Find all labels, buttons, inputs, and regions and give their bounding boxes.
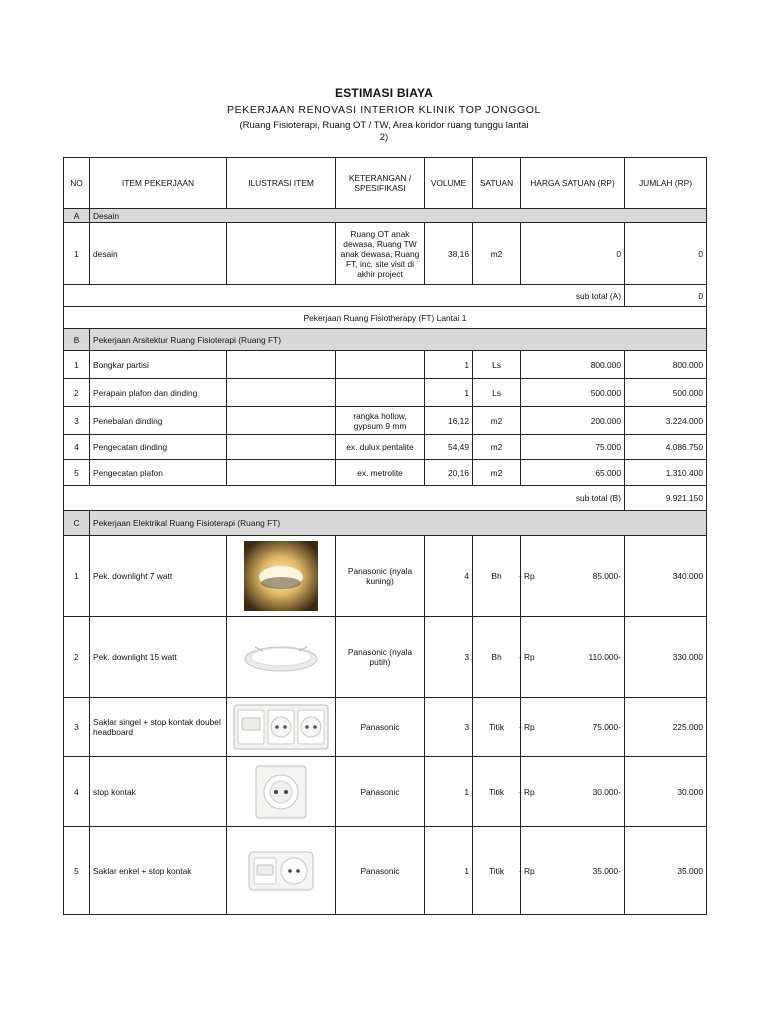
row-item: Pengecatan dinding [90,435,227,460]
row-illustration [227,379,336,407]
row-illustration [227,407,336,435]
table-row [64,351,707,379]
row-no: 4 [64,757,90,827]
col-header-illustration: ILUSTRASI ITEM [227,158,336,209]
row-unit-price [521,536,625,617]
row-total: 30.000 [625,757,707,827]
row-spec: Panasonic [336,757,425,827]
row-unit: Bh [473,536,521,617]
row-unit-price: 75.000 [521,435,625,460]
row-unit: Titik [473,698,521,757]
row-total: 3.224.000 [625,407,707,435]
row-volume: 54,49 [425,435,473,460]
row-item: Penebalan dinding [90,407,227,435]
table-row [64,460,707,486]
row-item: Saklar singel + stop kontak doubel headboard [90,698,227,757]
currency-label: Rp [524,786,535,797]
row-item: Pengecatan plafon [90,460,227,486]
cost-estimate-table [63,157,707,915]
row-volume: 3 [425,698,473,757]
scope-note-line-2: 2) [379,132,389,143]
row-spec: Ruang OT anak dewasa, Ruang TW anak dewasa, Ruang FT, inc. site visit di akhir project [336,223,425,285]
row-item: Pek. downlight 15 watt [90,617,227,698]
section-code: A [64,209,90,223]
row-volume: 3 [425,617,473,698]
row-unit: Bh [473,617,521,698]
document-subtitle: PEKERJAAN RENOVASI INTERIOR KLINIK TOP JONGGOL [227,104,541,116]
table-header-row [64,158,707,209]
floor-heading-row [64,307,707,329]
row-item: Bongkar partisi [90,351,227,379]
price-dash: - [519,865,522,876]
col-header-item: ITEM PEKERJAAN [90,158,227,209]
row-total: 4.086.750 [625,435,707,460]
row-illustration [227,223,336,285]
row-no: 2 [64,379,90,407]
row-spec: ex. dulux pentalite [336,435,425,460]
price-dash: - [519,722,522,732]
row-illustration [227,435,336,460]
row-spec: Panasonic [336,827,425,915]
row-spec: ex. metrolite [336,460,425,486]
section-code: C [64,511,90,536]
floor-heading: Pekerjaan Ruang Fisiotherapy (FT) Lantai 1 [64,307,707,329]
row-total: 1.310.400 [625,460,707,486]
socket-photo-icon [255,765,307,819]
table-row [64,223,707,285]
row-item: Pek. downlight 7 watt [90,536,227,617]
row-total: 500.000 [625,379,707,407]
subtotal-value: 9.921.150 [625,486,707,511]
row-unit: m2 [473,223,521,285]
subtotal-row-a [64,285,707,307]
row-spec: Panasonic (nyala kuning) [336,536,425,617]
row-volume: 20,16 [425,460,473,486]
row-volume: 1 [425,757,473,827]
row-volume: 16,12 [425,407,473,435]
row-item: Perapain plafon dan dinding [90,379,227,407]
row-no: 3 [64,698,90,757]
scope-note-line-1: (Ruang Fisioterapi, Ruang OT / TW, Area koridor ruang tunggu lantai [239,120,529,131]
subtotal-row-b [64,486,707,511]
row-spec: Panasonic [336,698,425,757]
price-value: 35.000- [592,865,621,876]
row-spec [336,379,425,407]
section-title: Pekerjaan Arsitektur Ruang Fisioterapi (Ruang FT) [90,329,707,351]
switch-socket-photo-icon [248,851,314,891]
row-unit-price [521,617,625,698]
row-item: desain [90,223,227,285]
row-total: 340.000 [625,536,707,617]
row-unit-price: 65.000 [521,460,625,486]
subtotal-label: sub total (B) [64,486,625,511]
subtotal-label: sub total (A) [64,285,625,307]
row-volume: 4 [425,536,473,617]
row-total: 330.000 [625,617,707,698]
table-row [64,379,707,407]
row-unit: Titik [473,757,521,827]
section-b-header-row [64,329,707,351]
row-unit-price: 200.000 [521,407,625,435]
row-unit: Titik [473,827,521,915]
row-unit: m2 [473,407,521,435]
currency-label: Rp [524,652,535,662]
row-unit-price: 800.000 [521,351,625,379]
row-no: 5 [64,827,90,915]
row-no: 3 [64,407,90,435]
socket-photo [227,757,336,827]
row-illustration [227,460,336,486]
switch-double-socket-photo [227,698,336,757]
row-no: 2 [64,617,90,698]
row-no: 1 [64,351,90,379]
downlight-warm-photo-icon [244,541,318,611]
subtotal-value: 0 [625,285,707,307]
price-dash: - [519,571,522,581]
row-no: 5 [64,460,90,486]
row-no: 1 [64,536,90,617]
col-header-unit-price: HARGA SATUAN (RP) [521,158,625,209]
col-header-no: NO [64,158,90,209]
row-volume: 1 [425,827,473,915]
row-no: 4 [64,435,90,460]
col-header-unit: SATUAN [473,158,521,209]
row-volume: 1 [425,351,473,379]
row-total: 0 [625,223,707,285]
currency-label: Rp [524,865,535,876]
row-total: 225.000 [625,698,707,757]
row-volume: 38,16 [425,223,473,285]
row-spec: Panasonic (nyala putih) [336,617,425,698]
row-unit: Ls [473,379,521,407]
row-unit: Ls [473,351,521,379]
section-title: Desain [90,209,707,223]
table-row [64,698,707,757]
row-total: 35.000 [625,827,707,915]
section-code: B [64,329,90,351]
table-row [64,617,707,698]
row-item: Saklar enkel + stop kontak [90,827,227,915]
price-dash: - [519,786,522,797]
document-scope-note [234,120,534,144]
table-row [64,435,707,460]
currency-label: Rp [524,722,535,732]
section-c-header-row [64,511,707,536]
price-value: 75.000- [592,722,621,732]
currency-label: Rp [524,571,535,581]
row-unit: m2 [473,435,521,460]
row-no: 1 [64,223,90,285]
downlight-panel-photo [227,617,336,698]
row-unit-price [521,827,625,915]
table-row [64,827,707,915]
document-title: ESTIMASI BIAYA [335,86,433,100]
downlight-warm-photo [227,536,336,617]
price-dash: - [519,652,522,662]
table-row [64,407,707,435]
price-value: 30.000- [592,786,621,797]
section-a-header-row [64,209,707,223]
row-unit-price [521,698,625,757]
row-illustration [227,351,336,379]
table-row [64,536,707,617]
col-header-spec: KETERANGAN / SPESIFIKASI [336,158,425,209]
row-unit-price: 500.000 [521,379,625,407]
row-volume: 1 [425,379,473,407]
row-unit-price [521,757,625,827]
row-item: stop kontak [90,757,227,827]
switch-double-socket-photo-icon [233,704,329,750]
row-unit: m2 [473,460,521,486]
col-header-volume: VOLUME [425,158,473,209]
table-row [64,757,707,827]
col-header-total: JUMLAH (RP) [625,158,707,209]
price-value: 110.000- [588,652,621,662]
row-unit-price: 0 [521,223,625,285]
row-total: 800.000 [625,351,707,379]
price-value: 85.000- [592,571,621,581]
row-spec: rangka hollow, gypsum 9 mm [336,407,425,435]
row-spec [336,351,425,379]
switch-socket-photo [227,827,336,915]
downlight-panel-photo-icon [241,637,321,677]
section-title: Pekerjaan Elektrikal Ruang Fisioterapi (Ruang FT) [90,511,707,536]
